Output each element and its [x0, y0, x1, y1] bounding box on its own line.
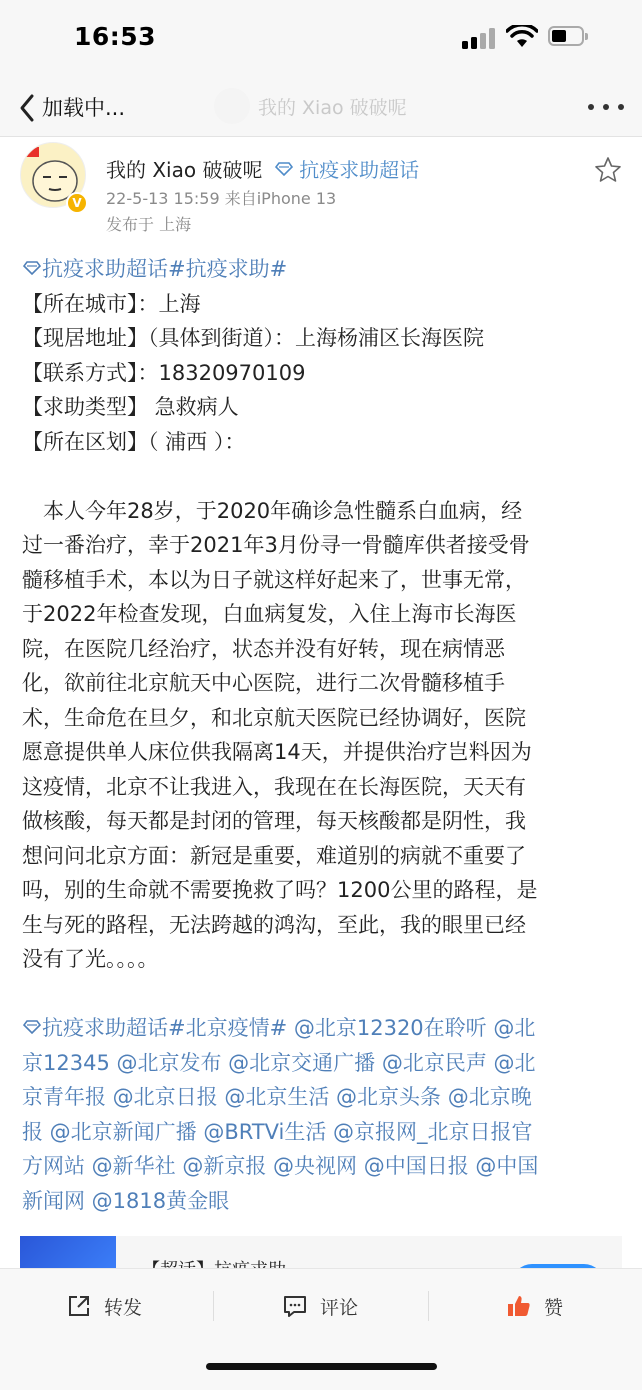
- toolbar-divider: [428, 1291, 429, 1321]
- info-field-line: 【所在区划】（ 浦西 ）：: [22, 429, 246, 454]
- info-fields: [22, 287, 622, 460]
- nav-bar: [0, 80, 642, 137]
- hashtag-line[interactable]: [22, 252, 622, 287]
- status-time: 16:53: [74, 22, 157, 51]
- mention-line[interactable]: 京12345 @北京发布 @北京交通广播 @北京民声 @北: [22, 1050, 536, 1075]
- story-line: 愿意提供单人床位供我隔离14天，并提供治疗岂料因为: [22, 740, 532, 764]
- hashtags[interactable]: 抗疫求助超话#抗疫求助#: [42, 257, 288, 281]
- more-icon[interactable]: [586, 104, 626, 112]
- nav-title-faded: 我的 Xiao 破破呢: [258, 97, 407, 119]
- story-line: 化，欲前往北京航天中心医院，进行二次骨髓移植手: [22, 671, 505, 695]
- mentions-paragraph[interactable]: [22, 1011, 622, 1218]
- bottom-toolbar: [0, 1268, 642, 1390]
- nav-back-label[interactable]: 加载中...: [42, 96, 126, 120]
- comment-label: 评论: [320, 1296, 359, 1319]
- story-line: 没有了光。。。。: [22, 947, 159, 971]
- story-line: 这疫情，北京不让我进入，我现在在长海医院，天天有: [22, 774, 526, 799]
- thumbs-up-icon: [506, 1293, 532, 1319]
- home-indicator: [206, 1363, 437, 1370]
- author-topic-tag[interactable]: 抗疫求助超话: [299, 158, 420, 182]
- repost-label: 转发: [104, 1296, 143, 1319]
- cellular-signal-icon: [462, 27, 496, 49]
- story-line: 本人今年28岁，于2020年确诊急性髓系白血病，经: [43, 498, 523, 523]
- comment-button[interactable]: [282, 1291, 358, 1321]
- repost-button[interactable]: [66, 1291, 142, 1321]
- toolbar-divider: [213, 1291, 214, 1321]
- info-field-line: 【现居地址】（具体到街道）：上海杨浦区长海医院: [22, 326, 484, 350]
- verified-badge-icon: V: [66, 192, 88, 214]
- like-label: 赞: [544, 1296, 564, 1319]
- diamond-icon: [22, 261, 42, 275]
- post-location: 发布于 上海: [106, 215, 192, 234]
- story-line: 做核酸，每天都是封闭的管理，每天核酸都是阴性，我: [22, 809, 526, 833]
- status-bar: [0, 0, 642, 80]
- mention-line[interactable]: [22, 1011, 622, 1046]
- story-line: 生与死的路程，无法跨越的鸿沟，至此，我的眼里已经: [22, 912, 526, 937]
- diamond-icon: [22, 1020, 42, 1034]
- mention-line[interactable]: 京青年报 @北京日报 @北京生活 @北京头条 @北京晚: [22, 1085, 532, 1109]
- mention-line[interactable]: 方网站 @新华社 @新京报 @央视网 @中国日报 @中国: [22, 1154, 539, 1178]
- story-line: 术，生命危在旦夕，和北京航天医院已经协调好，医院: [22, 705, 526, 730]
- wifi-icon: [506, 25, 538, 49]
- battery-icon: [548, 26, 584, 46]
- story-line: 院，在医院几经治疗，状态并没有好转，现在病情恶: [22, 636, 505, 661]
- nav-avatar: [214, 88, 250, 124]
- post-meta: 22-5-13 15:59 来自iPhone 13: [106, 189, 337, 208]
- info-field-line: 【所在城市】：上海: [22, 291, 201, 316]
- mention-line[interactable]: 新闻网 @1818黄金眼: [22, 1188, 230, 1213]
- info-field-line: 【求助类型】 急救病人: [22, 395, 239, 419]
- comment-icon: [282, 1293, 308, 1319]
- diamond-icon: [275, 162, 293, 176]
- post-body: [22, 252, 622, 1218]
- author-line: [106, 154, 419, 183]
- repost-icon: [66, 1293, 92, 1319]
- story-line: 过一番治疗，幸于2021年3月份寻一骨髓库供者接受骨: [22, 533, 530, 557]
- story-paragraph: [22, 494, 622, 977]
- story-line: 于2022年检查发现，白血病复发，入住上海市长海医: [22, 602, 517, 626]
- mention-text[interactable]: 抗疫求助超话#北京疫情# @北京12320在聆听 @北: [42, 1016, 536, 1040]
- favorite-star-icon[interactable]: [594, 156, 622, 184]
- story-line: 想问问北京方面：新冠是重要，难道别的病就不重要了: [22, 843, 526, 868]
- like-button[interactable]: [506, 1291, 563, 1321]
- mention-line[interactable]: 报 @北京新闻广播 @BRTVi生活 @京报网_北京日报官: [22, 1119, 533, 1144]
- story-line: 髓移植手术，本以为日子就这样好起来了，世事无常，: [22, 567, 526, 592]
- author-name[interactable]: 我的 Xiao 破破呢: [106, 158, 263, 182]
- story-line: 吗，别的生命就不需要挽救了吗？1200公里的路程，是: [22, 878, 538, 902]
- info-field-line: 【联系方式】：18320970109: [22, 360, 306, 385]
